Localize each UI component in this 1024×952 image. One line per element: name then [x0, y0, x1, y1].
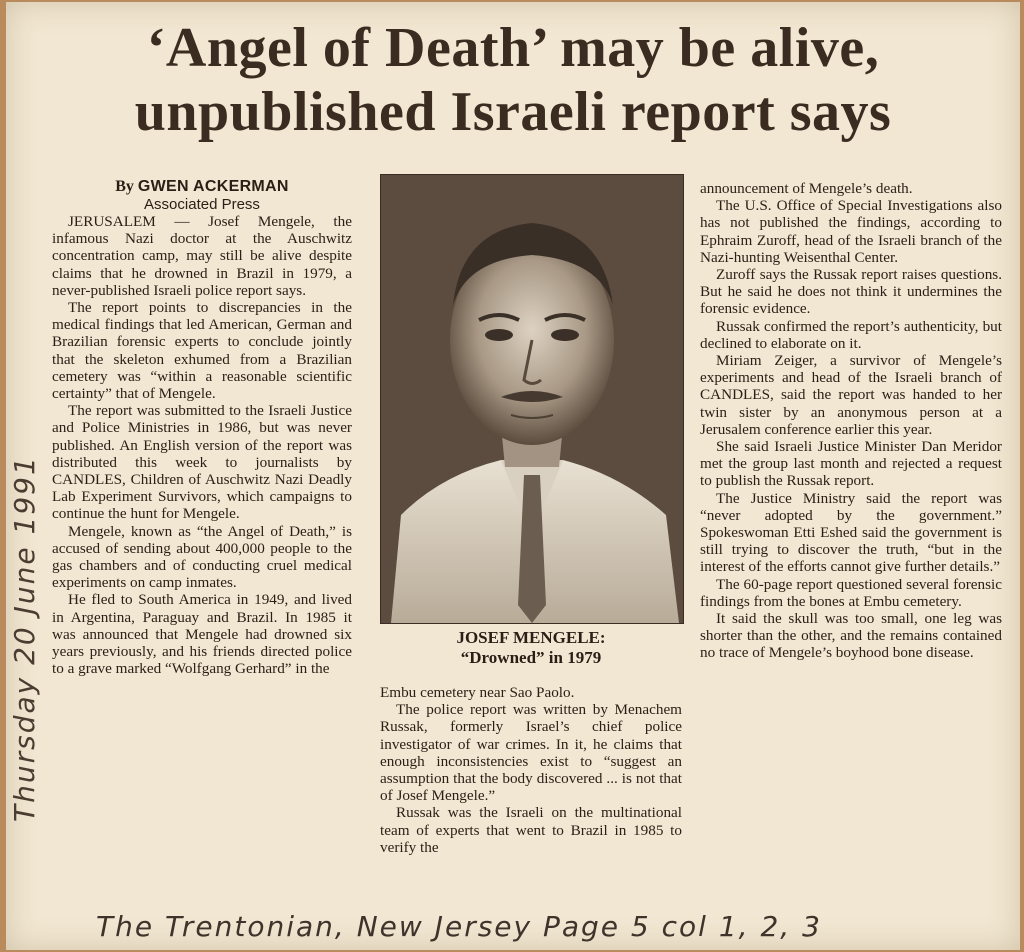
photo-caption-line-2: “Drowned” in 1979 [460, 648, 602, 667]
paragraph: The police report was written by Menachem Russak, formerly Israel’s chief police investigator of war crimes. In it, he claims that enough inconsistencies exist to “suggest an assumption that the body discovered ... is not that of Josef Mengele.” [380, 701, 682, 805]
paragraph: Russak was the Israeli on the multinational team of experts that went to Brazil in 1985 to verify the [380, 804, 682, 856]
paragraph: Miriam Zeiger, a survivor of Mengele’s experiments and head of the Israeli branch of CANDLES, said the report was handed to her twin sister by an anonymous person at a Jerusalem conference earlier this year. [700, 352, 1002, 438]
paragraph: announcement of Mengele’s death. [700, 180, 913, 197]
newspaper-clipping [6, 2, 1020, 950]
paragraph: The Justice Ministry said the report was “never adopted by the government.” Spokeswoman Etti Eshed said the government is still trying to discover the truth, “but in the interest of the efforts cannot give further details.” [700, 489, 1002, 576]
paragraph: Mengele, known as “the Angel of Death,” is accused of sending about 400,000 people to the gas chambers and of conducting cruel medical experiments on camp inmates. [52, 522, 352, 592]
paragraph: JERUSALEM — Josef Mengele, the infamous Nazi doctor at the Auschwitz concentration camp, may still be alive despite claims that he drowned in Brazil in 1979, a never-published Israeli police report says. [52, 213, 352, 299]
paragraph: The U.S. Office of Special Investigations also has not published the findings, according to Ephraim Zuroff, head of the Israeli branch of the Nazi-hunting Weisenthal Center. [700, 197, 1002, 266]
paragraph: The 60-page report questioned several forensic findings from the bones at Embu cemetery. [700, 575, 1002, 610]
byline-prefix: By [115, 178, 134, 195]
paragraph: Embu cemetery near Sao Paolo. [380, 684, 575, 701]
headline-line-1: ‘Angel of Death’ may be alive, [146, 17, 880, 79]
paragraph: She said Israeli Justice Minister Dan Meridor met the group last month and rejected a request to publish the Russak report. [700, 438, 1002, 490]
photo-caption-line-1: JOSEF MENGELE: [456, 628, 606, 647]
headline-line-2: unpublished Israeli report says [134, 81, 892, 143]
paragraph: Zuroff says the Russak report raises questions. But he said he does not think it undermines the forensic evidence. [700, 266, 1002, 318]
paragraph: The report points to discrepancies in the medical findings that led American, German and Brazilian forensic experts to conclude jointly that the skeleton exhumed from a Brazilian cemetery was “within a reasonable scientific certainty” that of Mengele. [52, 299, 352, 403]
byline [52, 178, 352, 196]
byline-agency: Associated Press [144, 196, 260, 213]
paragraph: He fled to South America in 1949, and lived in Argentina, Paraguay and Brazil. In 1985 it was announced that Mengele had drowned six years previously, and his friends directed police to a grave marked “Wolfgang Gerhard” in the [52, 591, 352, 678]
paragraph: Russak confirmed the report’s authenticity, but declined to elaborate on it. [700, 317, 1002, 352]
byline-author: GWEN ACKERMAN [137, 178, 289, 195]
article-column-3 [700, 180, 1002, 662]
article-column-2 [380, 684, 682, 856]
portrait-illustration [381, 175, 683, 623]
portrait-photo-icon [380, 174, 684, 624]
handwritten-date-note: Thursday 20 June 1991 [8, 455, 41, 822]
handwritten-source-note: The Trentonian, New Jersey Page 5 col 1, 2, 3 [96, 910, 822, 943]
paragraph: The report was submitted to the Israeli Justice and Police Ministries in 1986, but was never published. An English version of the report was distributed this week to journalists by CANDLES, Children of Auschwitz Nazi Deadly Lab Experiment Survivors, which campaigns to continue the hunt for Mengele. [52, 402, 352, 523]
headline [6, 16, 1020, 144]
article-column-1 [52, 178, 352, 677]
photo-caption [380, 628, 682, 668]
paragraph: It said the skull was too small, one leg was shorter than the other, and the remains contained no trace of Mengele’s boyhood bone disease. [700, 610, 1002, 662]
